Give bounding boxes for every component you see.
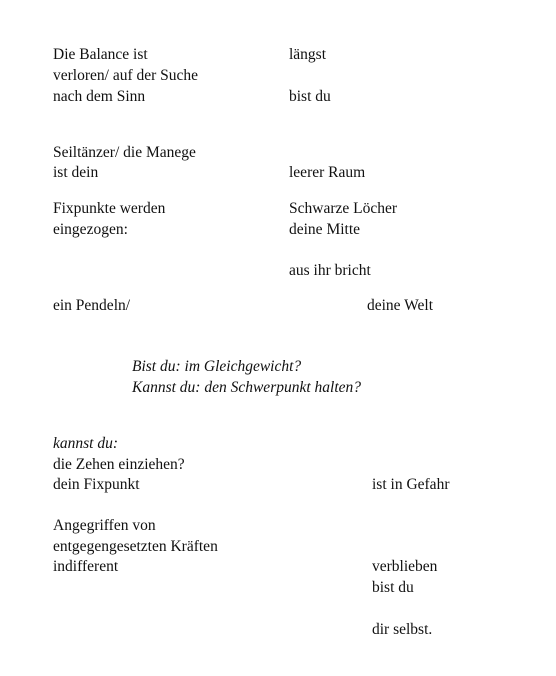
poem-line: entgegengesetzten Kräften: [53, 538, 218, 555]
poem-line: nach dem Sinn: [53, 88, 146, 105]
poem-line: leerer Raum: [289, 164, 366, 181]
poem-line: ist dein: [53, 164, 99, 181]
poem-question-line: Kannst du: den Schwerpunkt halten?: [132, 379, 362, 396]
poem-line: deine Welt: [367, 297, 434, 314]
poem-line: Fixpunkte werden: [53, 200, 166, 217]
poem-question-line: Bist du: im Gleichgewicht?: [132, 358, 302, 375]
poem-line: verblieben: [372, 558, 438, 575]
poem-line: die Zehen einziehen?: [53, 456, 185, 473]
poem-line: dir selbst.: [372, 621, 433, 638]
poem-line: indifferent: [53, 558, 119, 575]
poem-line: ist in Gefahr: [372, 476, 450, 493]
poem-line: Seiltänzer/ die Manege: [53, 144, 196, 161]
poem-line: deine Mitte: [289, 221, 361, 238]
poem-line: Schwarze Löcher: [289, 200, 398, 217]
poem-line: bist du: [289, 88, 331, 105]
poem-line: eingezogen:: [53, 221, 128, 238]
poem-line: aus ihr bricht: [289, 262, 371, 279]
poem-line: kannst du:: [53, 435, 119, 452]
poem-line: bist du: [372, 579, 414, 596]
poem-line: verloren/ auf der Suche: [53, 67, 199, 84]
poem-line: Die Balance ist: [53, 46, 148, 63]
poem-line: dein Fixpunkt: [53, 476, 140, 493]
poem-line: Angegriffen von: [53, 517, 156, 534]
poem-line: ein Pendeln/: [53, 297, 131, 314]
poem-line: längst: [289, 46, 327, 63]
